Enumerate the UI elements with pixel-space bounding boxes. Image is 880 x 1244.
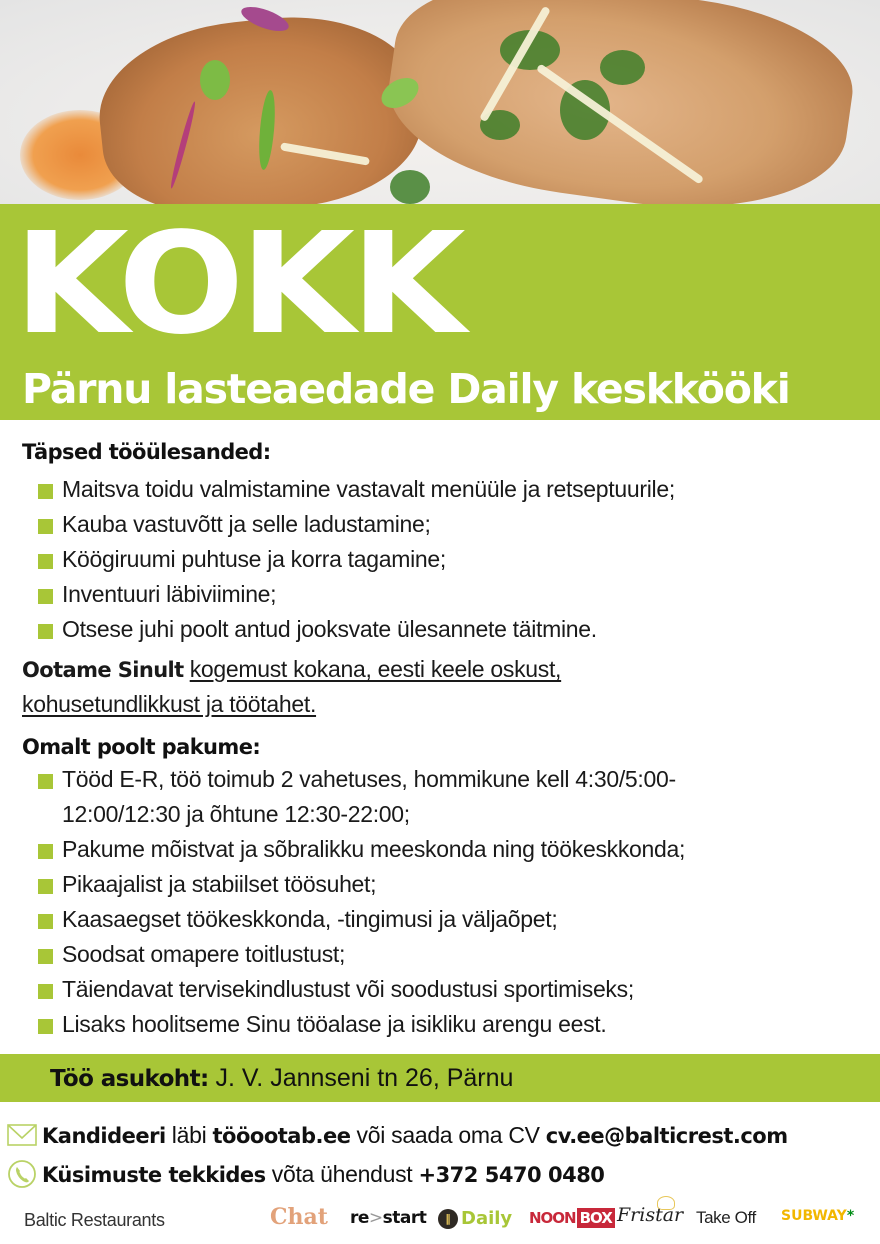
title-banner: [0, 204, 880, 420]
list-item: Soodsat omapere toitlustust;: [38, 937, 685, 972]
company-name: Baltic Restaurants: [24, 1210, 165, 1230]
noonbox-logo: NOON BOX: [529, 1208, 615, 1228]
phone-number-link[interactable]: +372 5470 0480: [418, 1162, 605, 1187]
phone-icon: [6, 1159, 38, 1189]
tasks-heading: Täpsed tööülesanded:: [22, 440, 271, 464]
list-item: Köögiruumi puhtuse ja korra tagamine;: [38, 542, 675, 577]
expectations-line-2: kohusetundlikkust ja töötahet.: [22, 691, 317, 717]
square-bullet-icon: [38, 984, 53, 999]
restart-logo: re>start: [350, 1208, 427, 1228]
fristar-logo: Fristar: [617, 1204, 683, 1226]
expectations-paragraph: [22, 652, 842, 721]
list-item: Lisaks hoolitseme Sinu tööalase ja isikliku arengu eest.: [38, 1007, 685, 1042]
chef-hat-icon: [657, 1196, 675, 1210]
square-bullet-icon: [38, 1019, 53, 1034]
list-item: Maitsva toidu valmistamine vastavalt menüüle ja retseptuurile;: [38, 472, 675, 507]
list-item: Pakume mõistvat ja sõbralikku meeskonda ning töökeskkonda;: [38, 832, 685, 867]
square-bullet-icon: [38, 774, 53, 789]
questions-label: Küsimuste tekkides: [42, 1162, 266, 1187]
fork-knife-icon: ‖: [438, 1209, 458, 1229]
photo-potato: [91, 4, 429, 204]
square-bullet-icon: [38, 589, 53, 604]
square-bullet-icon: [38, 484, 53, 499]
square-bullet-icon: [38, 914, 53, 929]
list-item: Pikaajalist ja stabiilset töösuhet;: [38, 867, 685, 902]
brand-footer: [0, 1200, 880, 1240]
list-item: Täiendavat tervisekindlustust või soodustusi sportimiseks;: [38, 972, 685, 1007]
photo-herb: [390, 170, 430, 204]
job-title: KOKK: [14, 203, 462, 366]
photo-sprout: [200, 60, 230, 100]
square-bullet-icon: [38, 879, 53, 894]
takeoff-logo: Take Off: [696, 1208, 756, 1227]
list-item: Otsese juhi poolt antud jooksvate ülesannete täitmine.: [38, 612, 675, 647]
list-item: Tööd E-R, töö toimub 2 vahetuses, hommikune kell 4:30/5:00- 12:00/12:30 ja õhtune 12:30-22:00;: [38, 762, 685, 832]
square-bullet-icon: [38, 554, 53, 569]
offer-heading: Omalt poolt pakume:: [22, 735, 261, 759]
apply-site-link[interactable]: tööootab.ee: [212, 1123, 351, 1148]
photo-potato: [378, 0, 863, 204]
list-item: Inventuuri läbiviimine;: [38, 577, 675, 612]
hero-food-photo: [0, 0, 880, 204]
square-bullet-icon: [38, 949, 53, 964]
offer-list: [38, 762, 685, 1042]
square-bullet-icon: [38, 624, 53, 639]
questions-row: Küsimuste tekkides võta ühendust +372 5470 0480: [6, 1157, 604, 1191]
subway-logo: SUBWAY*: [781, 1208, 855, 1224]
list-item: Kauba vastuvõtt ja selle ladustamine;: [38, 507, 675, 542]
daily-logo: ‖ Daily: [438, 1208, 512, 1229]
apply-label: Kandideeri: [42, 1123, 166, 1148]
location-label: Töö asukoht:: [50, 1066, 209, 1092]
square-bullet-icon: [38, 844, 53, 859]
apply-email-link[interactable]: cv.ee@balticrest.com: [545, 1123, 788, 1148]
photo-herb: [600, 50, 645, 85]
job-subtitle: Pärnu lasteaedade Daily keskkööki: [22, 365, 790, 413]
chat-logo: Chat: [270, 1204, 328, 1230]
list-item: Kaasaegset töökeskkonda, -tingimusi ja väljaõpet;: [38, 902, 685, 937]
location-bar: [0, 1054, 880, 1102]
apply-row: Kandideeri läbi tööootab.ee või saada oma CV cv.ee@balticrest.com: [6, 1118, 788, 1152]
square-bullet-icon: [38, 519, 53, 534]
expectations-lead: Ootame Sinult: [22, 658, 184, 682]
tasks-list: [38, 472, 675, 647]
envelope-icon: [6, 1120, 38, 1150]
expectations-line-1: kogemust kokana, eesti keele oskust,: [189, 656, 562, 682]
location-address: J. V. Jannseni tn 26, Pärnu: [215, 1064, 514, 1092]
